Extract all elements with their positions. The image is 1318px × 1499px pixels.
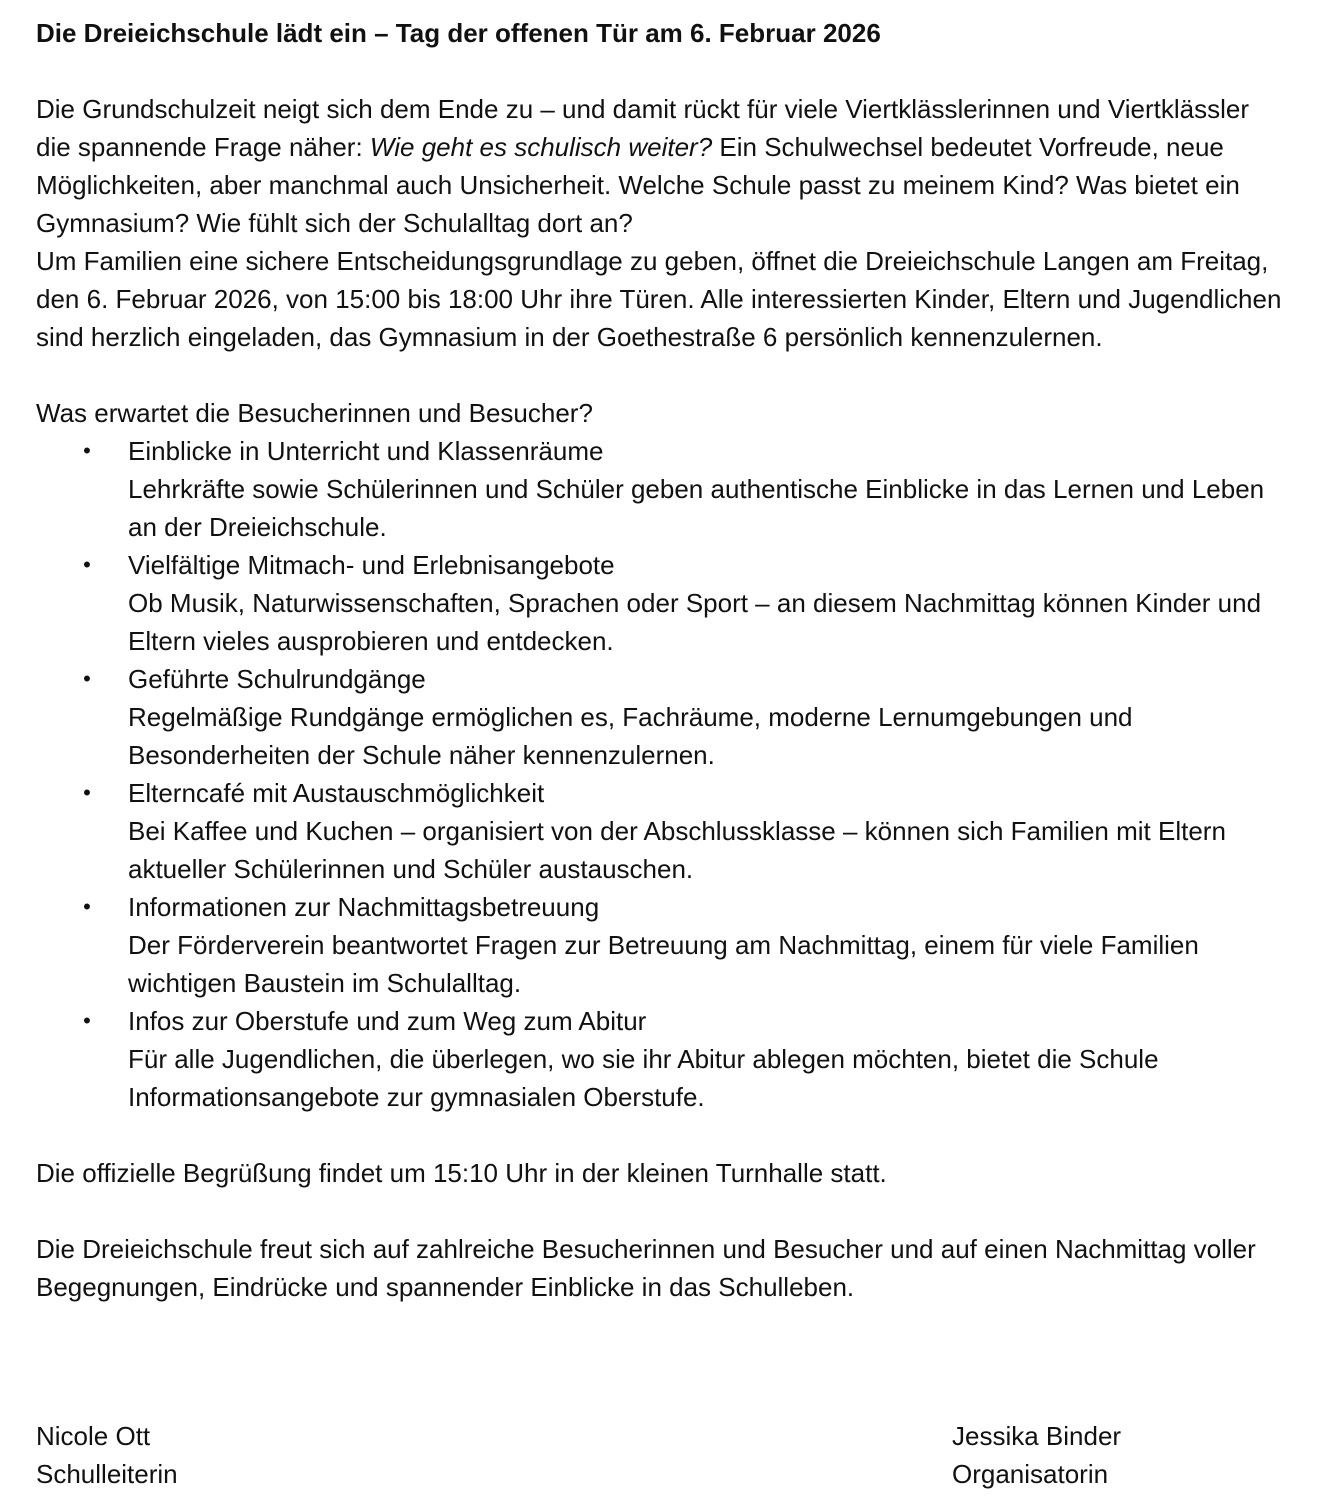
list-item-text: Der Förderverein beantwortet Fragen zur Betreuung am Nachmittag, einem für viele Familien wichtigen Baustein im Schulalltag. — [128, 930, 1199, 998]
signer-name: Jessika Binder — [952, 1421, 1122, 1451]
intro-paragraph — [36, 90, 1286, 242]
bullet-icon: • — [83, 894, 91, 919]
signer-role: Organisatorin — [952, 1459, 1109, 1489]
signature-left — [36, 1417, 178, 1493]
bullet-icon: • — [83, 552, 91, 577]
list-item-text: Ob Musik, Naturwissenschaften, Sprachen oder Sport – an diesem Nachmittag können Kinder und Eltern vieles ausprobieren und entdecken. — [128, 588, 1262, 656]
list-item — [36, 888, 1286, 1002]
intro-text-part1: Die Grundschulzeit neigt sich dem Ende zu – und damit rückt für viele Viertklässlerinnen und Viertklässler die spannende Frage näher: — [36, 94, 1249, 162]
list-item-title: Geführte Schulrundgänge — [128, 664, 426, 694]
list-item — [36, 546, 1286, 660]
intro-paragraph-2: Um Familien eine sichere Entscheidungsgrundlage zu geben, öffnet die Dreieichschule Langen am Freitag, den 6. Februar 2026, von 15:00 bis 18:00 Uhr ihre Türen. Alle interessierten Kinder, Eltern und Jugendlichen sind herzlich eingeladen, das Gymnasium in der Goethestraße 6 persönlich kennenzulernen. — [36, 246, 1282, 352]
closing-paragraph: Die Dreieichschule freut sich auf zahlreiche Besucherinnen und Besucher und auf einen Nachmittag voller Begegnungen, Eindrücke und spannender Einblicke in das Schulleben. — [36, 1234, 1256, 1302]
welcome-paragraph: Die offizielle Begrüßung findet um 15:10 Uhr in der kleinen Turnhalle statt. — [36, 1158, 887, 1188]
spacer — [36, 356, 1286, 394]
spacer — [36, 1192, 1286, 1230]
list-item-text: Für alle Jugendlichen, die überlegen, wo sie ihr Abitur ablegen möchten, bietet die Schule Informationsangebote zur gymnasialen Oberstufe. — [128, 1044, 1159, 1112]
spacer — [36, 52, 1286, 90]
list-item-text: Lehrkräfte sowie Schülerinnen und Schüler geben authentische Einblicke in das Lernen und Leben an der Dreieichschule. — [128, 474, 1265, 542]
list-heading: Was erwartet die Besucherinnen und Besucher? — [36, 398, 593, 428]
signature-block — [36, 1417, 1286, 1497]
list-item — [36, 1002, 1286, 1116]
list-item-text: Regelmäßige Rundgänge ermöglichen es, Fachräume, moderne Lernumgebungen und Besonderheiten der Schule näher kennenzulernen. — [128, 702, 1133, 770]
document-title: Die Dreieichschule lädt ein – Tag der offenen Tür am 6. Februar 2026 — [36, 18, 881, 48]
document-body — [36, 14, 1286, 1306]
signer-role: Schulleiterin — [36, 1459, 178, 1489]
bullet-icon: • — [83, 438, 91, 463]
list-item-text: Bei Kaffee und Kuchen – organisiert von der Abschlussklasse – können sich Familien mit Eltern aktueller Schülerinnen und Schüler austauschen. — [128, 816, 1226, 884]
intro-text-part2: Ein Schulwechsel bedeutet Vorfreude, neue Möglichkeiten, aber manchmal auch Unsicherheit. Welche Schule passt zu meinem Kind? Was bietet ein Gymnasium? Wie fühlt sich der Schulalltag dort an? — [36, 132, 1240, 238]
list-item-title: Informationen zur Nachmittagsbetreuung — [128, 892, 600, 922]
signature-right — [952, 1417, 1121, 1493]
list-item-title: Infos zur Oberstufe und zum Weg zum Abitur — [128, 1006, 647, 1036]
list-item — [36, 432, 1286, 546]
offer-list — [36, 432, 1286, 1116]
spacer — [36, 1116, 1286, 1154]
list-item — [36, 660, 1286, 774]
list-item-title: Einblicke in Unterricht und Klassenräume — [128, 436, 604, 466]
list-item-title: Vielfältige Mitmach- und Erlebnisangebote — [128, 550, 615, 580]
signer-name: Nicole Ott — [36, 1421, 151, 1451]
bullet-icon: • — [83, 780, 91, 805]
list-item — [36, 774, 1286, 888]
bullet-icon: • — [83, 1008, 91, 1033]
bullet-icon: • — [83, 666, 91, 691]
intro-question: Wie geht es schulisch weiter? — [369, 132, 713, 162]
list-item-title: Elterncafé mit Austauschmöglichkeit — [128, 778, 545, 808]
